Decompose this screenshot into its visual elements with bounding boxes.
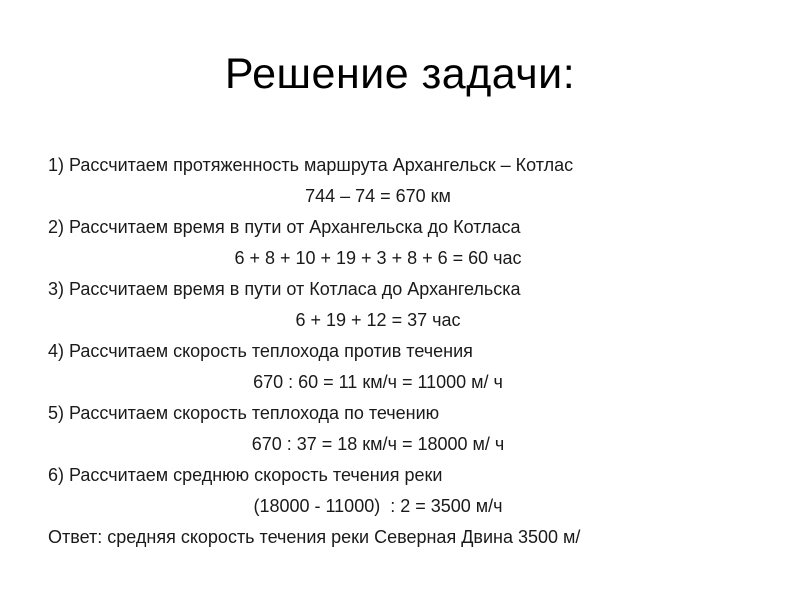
step-5-calculation: 670 : 37 = 18 км/ч = 18000 м/ ч xyxy=(251,434,505,454)
step-4-calculation: 670 : 60 = 11 км/ч = 11000 м/ ч xyxy=(253,372,503,392)
step-1-calculation: 744 – 74 = 670 км xyxy=(305,186,451,206)
slide-title: Решение задачи: xyxy=(224,50,576,98)
step-1-text: 1) Рассчитаем протяженность маршрута Архангельск – Котлас xyxy=(48,155,574,175)
step-2-text: 2) Рассчитаем время в пути от Архангельска до Котласа xyxy=(48,217,521,237)
step-4-text: 4) Рассчитаем скорость теплохода против течения xyxy=(48,341,473,361)
answer-text: Ответ: средняя скорость течения реки Северная Двина 3500 м/ xyxy=(48,527,581,547)
step-3-calculation: 6 + 19 + 12 = 37 час xyxy=(295,310,461,330)
step-3-text: 3) Рассчитаем время в пути от Котласа до Архангельска xyxy=(48,279,521,299)
step-2-calculation: 6 + 8 + 10 + 19 + 3 + 8 + 6 = 60 час xyxy=(234,248,522,268)
step-5-text: 5) Рассчитаем скорость теплохода по течению xyxy=(48,403,440,423)
step-6-text: 6) Рассчитаем среднюю скорость течения реки xyxy=(48,465,443,485)
solution-content xyxy=(48,150,768,553)
step-6-calculation: (18000 - 11000) : 2 = 3500 м/ч xyxy=(253,496,503,516)
